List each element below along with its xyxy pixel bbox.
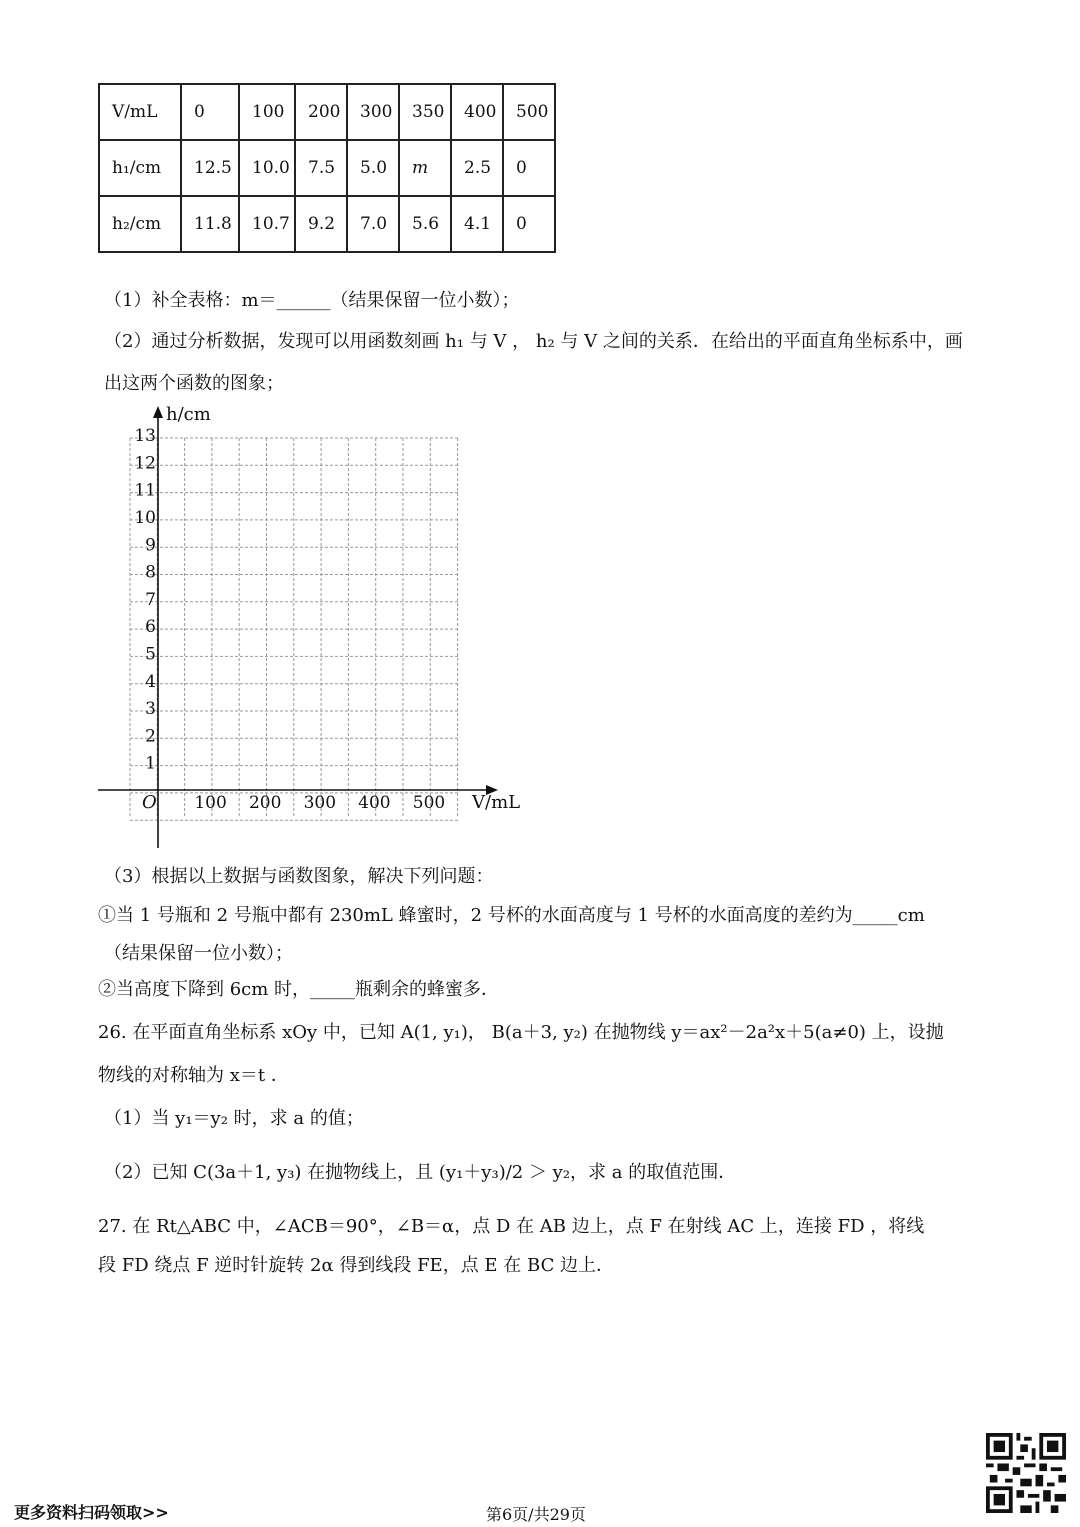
y-tick-label: 4 bbox=[145, 671, 156, 692]
table-cell: h₁/cm bbox=[99, 140, 181, 196]
problem-26-question-2: （2）已知 C(3a＋1, y₃) 在抛物线上，且 (y₁＋y₃)/2 ＞ y₂，求 a 的取值范围． bbox=[104, 1162, 737, 1183]
table-row bbox=[99, 140, 555, 196]
problem-26-line-2: 物线的对称轴为 x＝t ． bbox=[98, 1065, 289, 1086]
y-tick-label: 7 bbox=[145, 589, 156, 610]
y-tick-label: 13 bbox=[134, 426, 156, 447]
x-tick-label: 500 bbox=[412, 793, 446, 813]
question-3-1-line-2: （结果保留一位小数）； bbox=[104, 943, 293, 964]
question-3-2: ②当高度下降到 6cm 时，_____瓶剩余的蜂蜜多． bbox=[98, 979, 500, 1000]
table-cell: 200 bbox=[295, 84, 347, 140]
table-cell: 7.0 bbox=[347, 196, 399, 252]
table-cell: 5.0 bbox=[347, 140, 399, 196]
page-number: 第6页/共29页 bbox=[486, 1505, 586, 1524]
table-cell: 10.7 bbox=[239, 196, 295, 252]
qr-code-icon[interactable] bbox=[986, 1433, 1066, 1513]
table-cell: 7.5 bbox=[295, 140, 347, 196]
table-cell: m bbox=[399, 140, 451, 196]
table-cell: 0 bbox=[503, 196, 555, 252]
coordinate-grid bbox=[90, 398, 530, 853]
table-cell: 350 bbox=[399, 84, 451, 140]
y-tick-label: 12 bbox=[134, 453, 156, 474]
y-tick-label: 2 bbox=[145, 726, 156, 747]
table-cell: 500 bbox=[503, 84, 555, 140]
x-axis-label: V/mL bbox=[472, 792, 521, 813]
table-cell: V/mL bbox=[99, 84, 181, 140]
y-tick-label: 8 bbox=[145, 562, 156, 583]
y-tick-label: 6 bbox=[145, 617, 156, 638]
grid-lines bbox=[130, 438, 460, 820]
x-tick-label: 400 bbox=[358, 793, 391, 813]
y-axis-arrow bbox=[153, 406, 163, 418]
y-tick-label: 1 bbox=[145, 753, 156, 774]
table-cell: 12.5 bbox=[181, 140, 239, 196]
axes bbox=[98, 406, 498, 848]
table-cell: 10.0 bbox=[239, 140, 295, 196]
x-tick-label: 100 bbox=[194, 793, 227, 813]
question-2-line-2: 出这两个函数的图象； bbox=[104, 373, 284, 394]
table-cell: 9.2 bbox=[295, 196, 347, 252]
table-cell: 100 bbox=[239, 84, 295, 140]
question-3-1-line-1: ①当 1 号瓶和 2 号瓶中都有 230mL 蜂蜜时，2 号杯的水面高度与 1 号杯的水面高度的差约为_____cm bbox=[98, 905, 925, 926]
table-row bbox=[99, 196, 555, 252]
y-tick-label: 10 bbox=[134, 508, 156, 528]
x-tick-label: 200 bbox=[248, 793, 282, 813]
table-cell: 5.6 bbox=[399, 196, 451, 252]
table-cell: 300 bbox=[347, 84, 399, 140]
table-cell: 0 bbox=[503, 140, 555, 196]
table-cell: 2.5 bbox=[451, 140, 503, 196]
question-1: （1）补全表格：m＝______（结果保留一位小数）； bbox=[104, 290, 520, 311]
origin-label: O bbox=[142, 792, 157, 813]
problem-26-line-1: 26. 在平面直角坐标系 xOy 中，已知 A(1, y₁)， B(a＋3, y₂) 在抛物线 y＝ax²－2a²x＋5(a≠0) 上，设抛 bbox=[98, 1022, 944, 1043]
table-cell: 11.8 bbox=[181, 196, 239, 252]
question-3: （3）根据以上数据与函数图象，解决下列问题： bbox=[104, 866, 494, 887]
table-cell: 0 bbox=[181, 84, 239, 140]
y-tick-label: 5 bbox=[145, 644, 156, 665]
y-tick-label: 9 bbox=[145, 535, 156, 556]
question-2-line-1: （2）通过分析数据，发现可以用函数刻画 h₁ 与 V ， h₂ 与 V 之间的关系．在给出的平面直角坐标系中，画 bbox=[104, 331, 963, 352]
y-axis-label: h/cm bbox=[166, 404, 211, 425]
data-table bbox=[98, 83, 556, 253]
y-tick-label: 3 bbox=[145, 699, 156, 720]
problem-26-question-1: （1）当 y₁＝y₂ 时，求 a 的值； bbox=[104, 1108, 364, 1129]
table-row bbox=[99, 84, 555, 140]
table-cell: 400 bbox=[451, 84, 503, 140]
footer-promo-link[interactable]: 更多资料扫码领取>> bbox=[14, 1503, 169, 1522]
table-cell: h₂/cm bbox=[99, 196, 181, 252]
problem-27-line-1: 27. 在 Rt△ABC 中，∠ACB＝90°，∠B＝α，点 D 在 AB 边上，点 F 在射线 AC 上，连接 FD ，将线 bbox=[98, 1216, 925, 1237]
table-cell: 4.1 bbox=[451, 196, 503, 252]
x-tick-label: 300 bbox=[303, 793, 337, 813]
y-tick-label: 11 bbox=[134, 480, 156, 501]
problem-27-line-2: 段 FD 绕点 F 逆时针旋转 2α 得到线段 FE，点 E 在 BC 边上． bbox=[98, 1255, 615, 1276]
